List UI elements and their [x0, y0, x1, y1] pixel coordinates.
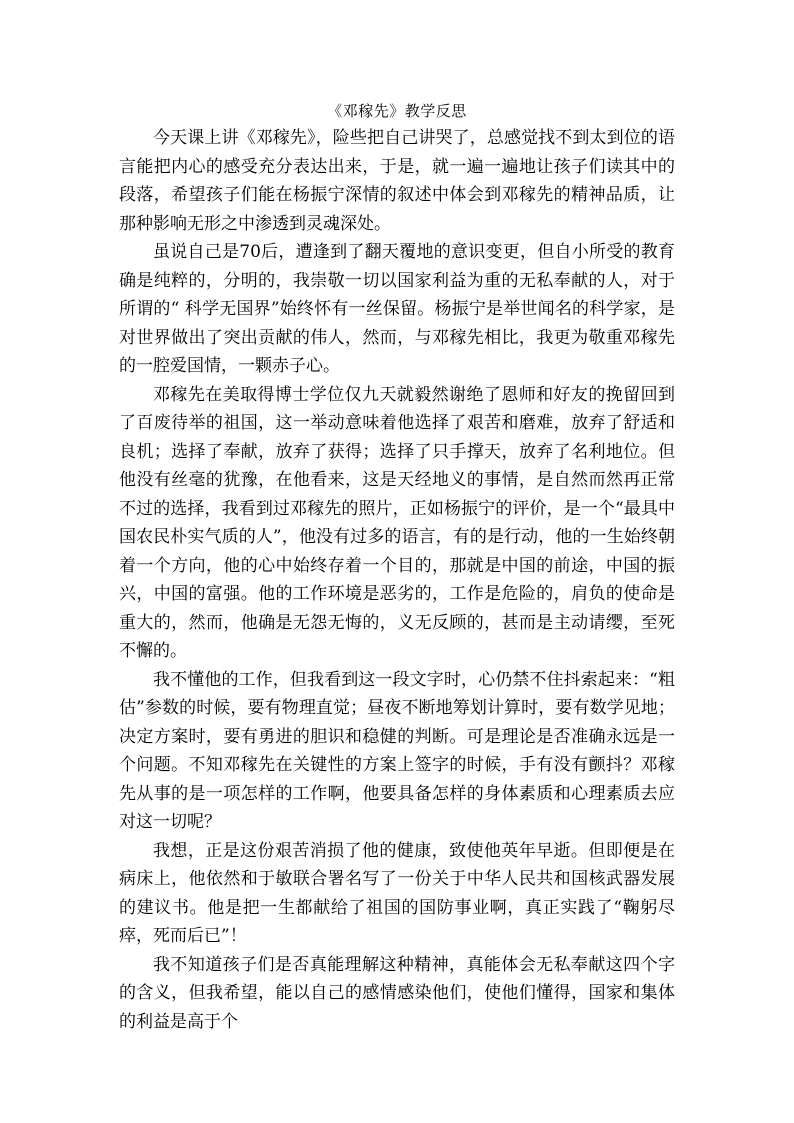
document-title: 《邓稼先》教学反思 — [327, 102, 467, 120]
paragraph-6: 我不知道孩子们是否真能理解这种精神，真能体会无私奉献这四个字的含义，但我希望，能以自己的感情感染他们，使他们懂得，国家和集体的利益是高于个 — [119, 954, 675, 1032]
document-body — [119, 124, 675, 1036]
paragraph-4: 我不懂他的工作，但我看到这一段文字时，心仍禁不住抖索起来：“粗估”参数的时候，要有物理直觉；昼夜不断地筹划计算时，要有数学见地；决定方案时，要有勇进的胆识和稳健的判断。可是理论是否准确永远是一个问题。不知邓稼先在关键性的方案上签字的时候，手有没有颤抖？邓稼先从事的是一项怎样的工作啊，他要具备怎样的身体素质和心理素质去应对这一切呢？ — [119, 669, 675, 832]
paragraph-3: 邓稼先在美取得博士学位仅九天就毅然谢绝了恩师和好友的挽留回到了百废待举的祖国，这一举动意味着他选择了艰苦和磨难，放弃了舒适和良机；选择了奉献，放弃了获得；选择了只手撑天，放弃了名利地位。但他没有丝毫的犹豫，在他看来，这是天经地义的事情，是自然而然再正常不过的选择，我看到过邓稼先的照片，正如杨振宁的评价，是一个“最具中国农民朴实气质的人”，他没有过多的语言，有的是行动，他的一生始终朝着一个方向，他的心中始终存着一个目的，那就是中国的前途，中国的振兴，中国的富强。他的工作环境是恶劣的，工作是危险的，肩负的使命是重大的，然而，他确是无怨无悔的，义无反顾的，甚而是主动请缨，至死不懈的。 — [119, 384, 675, 661]
paragraph-5: 我想，正是这份艰苦消损了他的健康，致使他英年早逝。但即便是在病床上，他依然和于敏联合署名写了一份关于中华人民共和国核武器发展的建议书。他是把一生都献给了祖国的国防事业啊，真正实践了“鞠躬尽瘁，死而后已”！ — [119, 840, 675, 946]
paragraph-1: 今天课上讲《邓稼先》，险些把自己讲哭了，总感觉找不到太到位的语言能把内心的感受充分表达出来，于是，就一遍一遍地让孩子们读其中的段落，希望孩子们能在杨振宁深情的叙述中体会到邓稼先的精神品质，让那种影响无形之中渗透到灵魂深处。 — [119, 128, 675, 234]
paragraph-2: 虽说自己是70后，遭逢到了翻天覆地的意识变更，但自小所受的教育确是纯粹的，分明的，我崇敬一切以国家利益为重的无私奉献的人，对于所谓的“ 科学无国界”始终怀有一丝保留。杨振宁是举世闻名的科学家，是对世界做出了突出贡献的伟人，然而，与邓稼先相比，我更为敬重邓稼先的一腔爱国情，一颗赤子心。 — [119, 242, 675, 376]
